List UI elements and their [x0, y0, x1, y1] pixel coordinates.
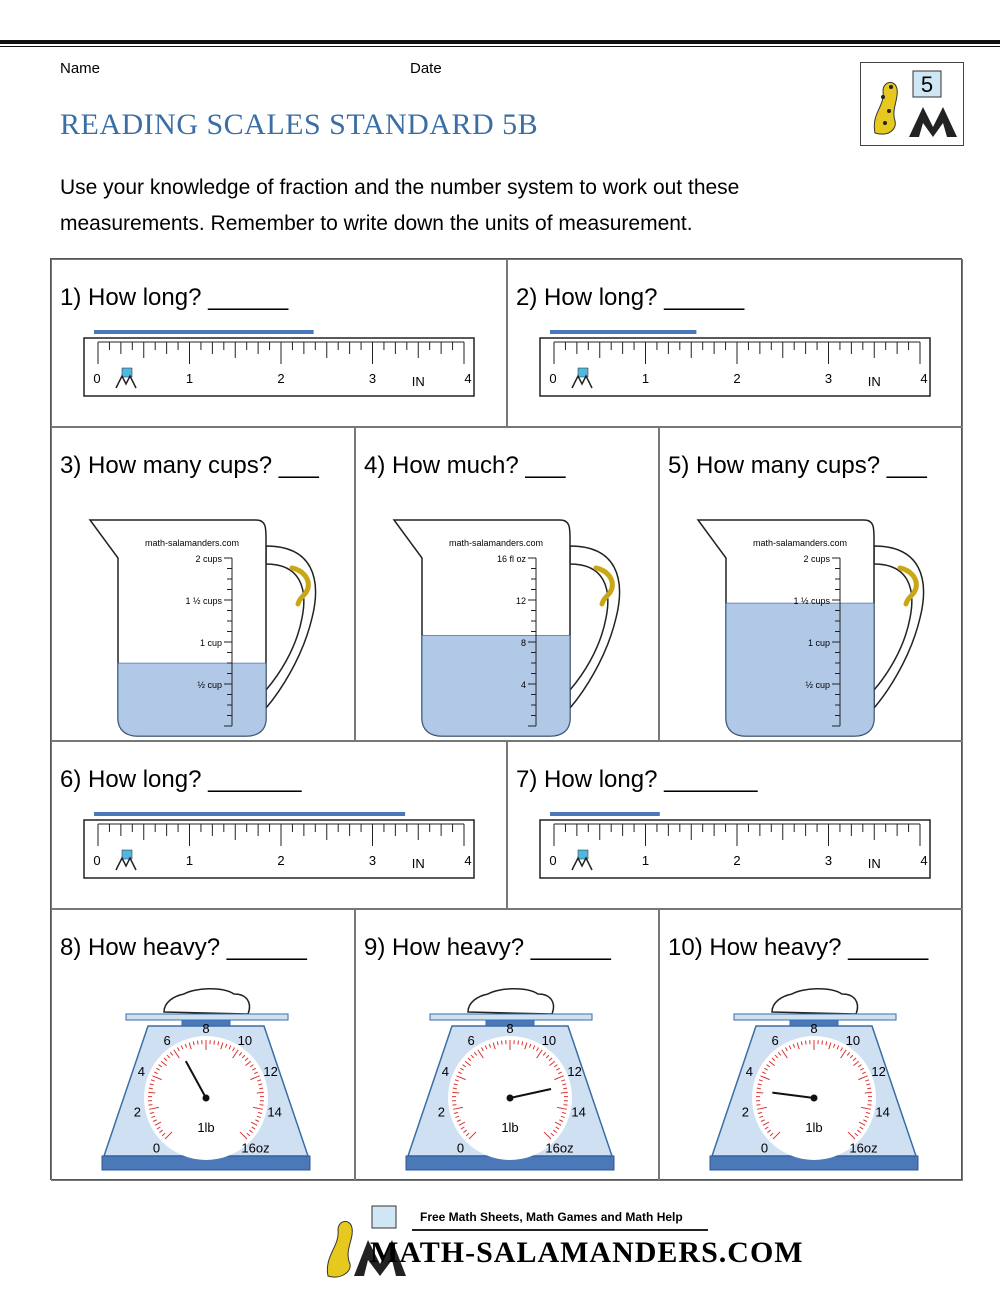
jug-4 — [356, 428, 659, 741]
jug-site-label: math-salamanders.com — [448, 538, 544, 548]
ruler-number: 4 — [920, 371, 928, 386]
ruler-number: 3 — [824, 853, 833, 868]
scale-number: 14 — [875, 1104, 890, 1120]
ruler-number: 4 — [464, 853, 472, 868]
scale-tick — [453, 1088, 457, 1089]
logo-grade: 5 — [920, 72, 934, 97]
jug-label: 1 ½ cups — [793, 596, 830, 606]
question-cell-9 — [355, 909, 659, 1181]
jug-handle — [874, 546, 924, 708]
scale-number: 2 — [133, 1104, 141, 1120]
jug-label: 1 cup — [199, 638, 222, 648]
scale-tick — [756, 1092, 763, 1093]
jug-label: 4 — [520, 680, 526, 690]
question-grid — [50, 258, 962, 1180]
scale-unit: 1lb — [501, 1120, 519, 1135]
scale-number: 0 — [152, 1140, 161, 1156]
footer-tagline: Free Math Sheets, Math Games and Math Help — [420, 1210, 683, 1224]
question-cell-1 — [51, 259, 507, 427]
top-rule-thin — [0, 46, 1000, 47]
question-7-label: 7) How long? _______ — [516, 766, 758, 793]
scale-pivot — [203, 1095, 210, 1102]
scale-number: 2 — [437, 1104, 445, 1120]
jug-site-label: math-salamanders.com — [752, 538, 848, 548]
scale-unit: 1lb — [197, 1120, 215, 1135]
jug-site-label: math-salamanders.com — [144, 538, 240, 548]
scale-number: 14 — [267, 1104, 282, 1120]
scale-tick — [757, 1088, 761, 1089]
scale-number: 10 — [541, 1032, 557, 1048]
ruler-number: 1 — [185, 371, 194, 386]
scale-unit: 1lb — [805, 1120, 823, 1135]
ruler-number: 4 — [920, 853, 928, 868]
scale-pan — [126, 1014, 288, 1020]
question-5-label: 5) How many cups? ___ — [668, 452, 927, 479]
ruler-1 — [52, 260, 507, 427]
jug-3 — [52, 428, 355, 741]
ruler-number: 0 — [93, 371, 101, 386]
jug-label: 16 fl oz — [496, 554, 526, 564]
scale-tick — [501, 1041, 502, 1045]
ruler-number: 3 — [368, 853, 377, 868]
scale-number: 8 — [202, 1021, 210, 1036]
scale-number: 12 — [567, 1064, 582, 1080]
jug-label: ½ cup — [197, 680, 222, 690]
ruler-number: 1 — [185, 853, 194, 868]
scale-pan — [734, 1014, 896, 1020]
ruler-unit: IN — [867, 374, 881, 389]
jug-water — [726, 603, 874, 736]
ruler-2 — [508, 260, 963, 427]
ruler-number: 2 — [733, 853, 741, 868]
scale-tick — [563, 1088, 567, 1089]
scale-number: 0 — [760, 1140, 769, 1156]
ruler-number: 0 — [549, 853, 557, 868]
ruler-number: 0 — [549, 371, 557, 386]
ruler-unit: IN — [411, 856, 425, 871]
scale-tick — [214, 1041, 215, 1045]
scale-number: 6 — [163, 1032, 171, 1048]
question-2-label: 2) How long? ______ — [516, 284, 745, 311]
jug-label: 1 ½ cups — [185, 596, 222, 606]
scale-tick — [149, 1088, 153, 1089]
scale-number: 10 — [237, 1032, 253, 1048]
jug-label: ½ cup — [805, 680, 830, 690]
salamander-logo — [860, 62, 964, 146]
scale-tick — [259, 1088, 263, 1089]
scale-8 — [52, 910, 355, 1181]
scale-number: 4 — [441, 1064, 449, 1080]
scale-tick — [257, 1092, 264, 1093]
footer-site: MATH-SALAMANDERS.COM — [370, 1236, 804, 1269]
scale-number: 8 — [506, 1021, 514, 1036]
question-6-label: 6) How long? _______ — [60, 766, 302, 793]
jug-handle — [266, 546, 316, 708]
ruler-number: 4 — [464, 371, 472, 386]
jug-label: 2 cups — [195, 554, 222, 564]
scale-number: 12 — [871, 1064, 886, 1080]
question-8-label: 8) How heavy? ______ — [60, 934, 307, 961]
scale-number: 0 — [456, 1140, 465, 1156]
scale-number: 2 — [741, 1104, 749, 1120]
question-9-label: 9) How heavy? ______ — [364, 934, 611, 961]
scale-tick — [561, 1092, 568, 1093]
question-4-label: 4) How much? ___ — [364, 452, 566, 479]
scale-object — [468, 989, 553, 1014]
scale-tick — [148, 1092, 155, 1093]
scale-10 — [660, 910, 963, 1181]
question-cell-4 — [355, 427, 659, 741]
jug-label: 1 cup — [807, 638, 830, 648]
name-label: Name — [60, 60, 101, 77]
scale-number: 16oz — [545, 1140, 574, 1156]
ruler-number: 1 — [641, 371, 650, 386]
scale-number: 16oz — [849, 1140, 878, 1156]
scale-number: 6 — [771, 1032, 779, 1048]
ruler-number: 2 — [277, 371, 285, 386]
date-label: Date — [410, 60, 442, 77]
question-cell-10 — [659, 909, 963, 1181]
jug-water — [422, 636, 570, 736]
ruler-number: 3 — [368, 371, 377, 386]
question-cell-7 — [507, 741, 963, 909]
question-3-label: 3) How many cups? ___ — [60, 452, 319, 479]
jug-handle — [570, 546, 620, 708]
scale-number: 6 — [467, 1032, 475, 1048]
scale-number: 4 — [745, 1064, 753, 1080]
ruler-7 — [508, 742, 963, 909]
scale-tick — [822, 1041, 823, 1045]
page-title: READING SCALES STANDARD 5B — [60, 108, 539, 141]
scale-number: 4 — [137, 1064, 145, 1080]
top-rule — [0, 40, 1000, 44]
scale-number: 12 — [263, 1064, 278, 1080]
scale-tick — [452, 1092, 459, 1093]
scale-pivot — [811, 1095, 818, 1102]
scale-number: 16oz — [241, 1140, 270, 1156]
jug-label: 2 cups — [803, 554, 830, 564]
scale-pivot — [507, 1095, 514, 1102]
ruler-number: 3 — [824, 371, 833, 386]
ruler-6 — [52, 742, 507, 909]
ruler-number: 0 — [93, 853, 101, 868]
question-cell-6 — [51, 741, 507, 909]
scale-tick — [518, 1041, 519, 1045]
ruler-number: 2 — [277, 853, 285, 868]
jug-5 — [660, 428, 963, 741]
question-cell-2 — [507, 259, 963, 427]
scale-number: 10 — [845, 1032, 861, 1048]
question-cell-5 — [659, 427, 963, 741]
scale-object — [164, 989, 249, 1014]
jug-label: 12 — [515, 596, 526, 606]
scale-9 — [356, 910, 659, 1181]
question-cell-8 — [51, 909, 355, 1181]
scale-tick — [865, 1092, 872, 1093]
scale-tick — [867, 1088, 871, 1089]
scale-number: 14 — [571, 1104, 586, 1120]
ruler-unit: IN — [867, 856, 881, 871]
ruler-number: 1 — [641, 853, 650, 868]
question-1-label: 1) How long? ______ — [60, 284, 289, 311]
question-cell-3 — [51, 427, 355, 741]
ruler-number: 2 — [733, 371, 741, 386]
jug-water — [118, 663, 266, 736]
question-10-label: 10) How heavy? ______ — [668, 934, 929, 961]
ruler-unit: IN — [411, 374, 425, 389]
scale-number: 8 — [810, 1021, 818, 1036]
scale-tick — [197, 1041, 198, 1045]
jug-label: 8 — [520, 638, 526, 648]
scale-pan — [430, 1014, 592, 1020]
scale-object — [772, 989, 857, 1014]
instructions: Use your knowledge of fraction and the number system to work out these measurements. Remember to write down the units of measurement. — [60, 176, 740, 235]
scale-tick — [805, 1041, 806, 1045]
